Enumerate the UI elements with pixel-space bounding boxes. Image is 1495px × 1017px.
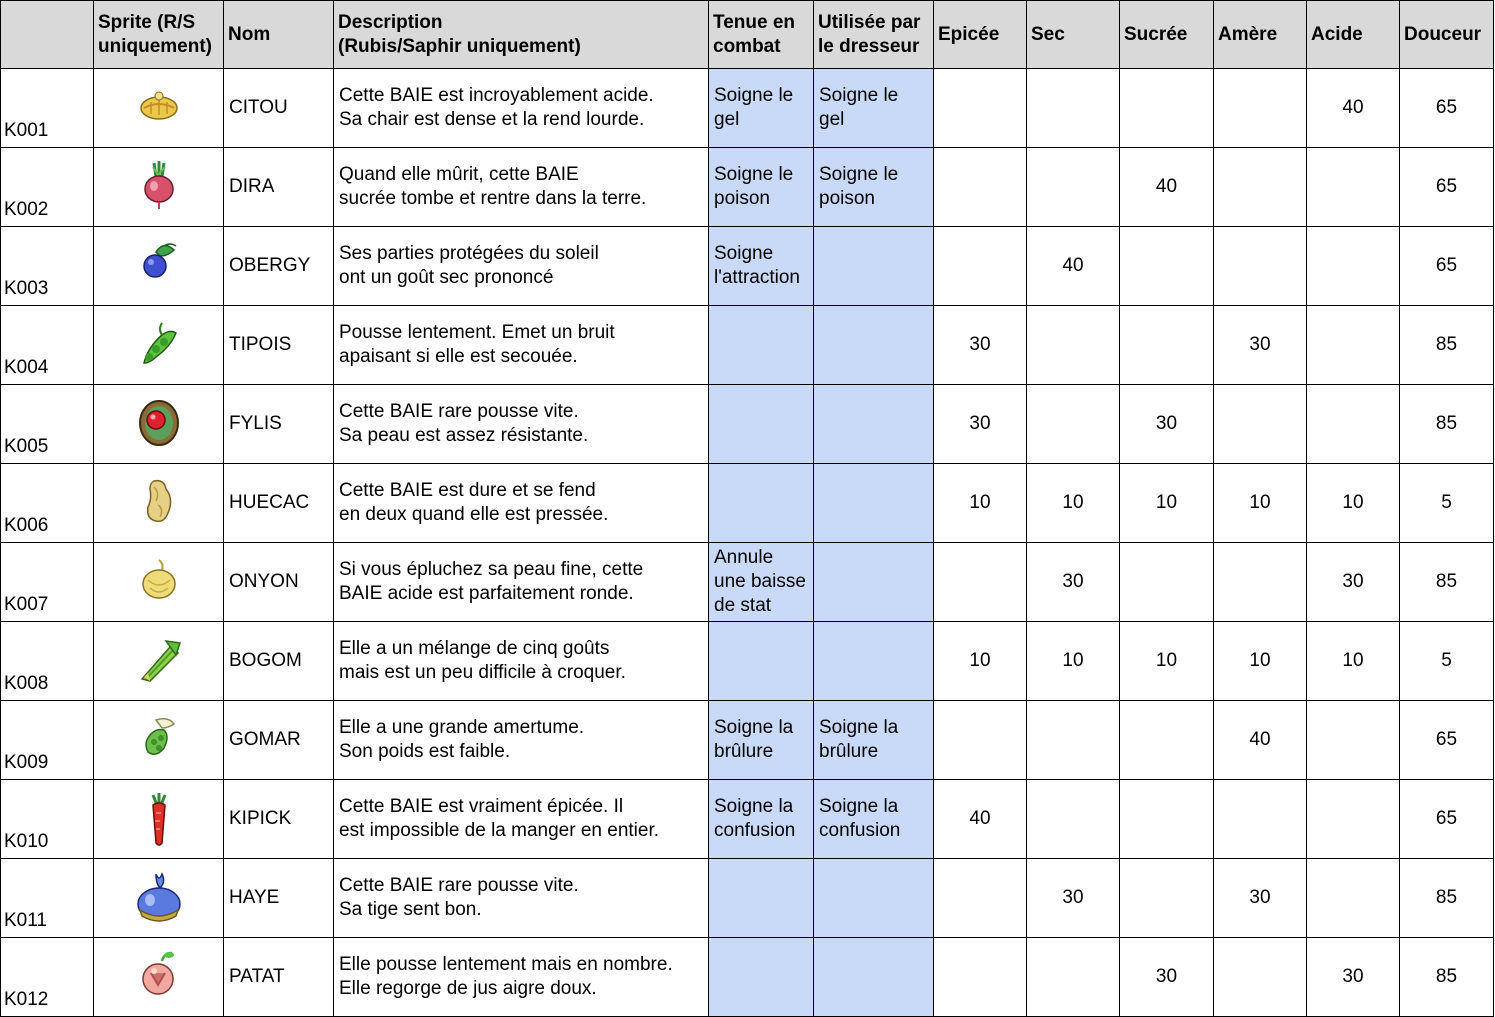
dry-value [1027,938,1120,1017]
header-name: Nom [224,1,334,69]
sweet-value [1120,780,1214,859]
bitter-value [1214,148,1307,227]
bitter-value [1214,69,1307,148]
header-trainer-line: Utilisée par [818,11,921,33]
berry-id: K011 [1,859,94,938]
smooth-value: 85 [1400,306,1494,385]
header-held-line: Tenue en [713,11,795,33]
spicy-value: 30 [934,385,1027,464]
berry-name: GOMAR [224,701,334,780]
sour-value [1307,148,1400,227]
bitter-value [1214,543,1307,622]
berry-name: HAYE [224,859,334,938]
berry-name: PATAT [224,938,334,1017]
smooth-value: 65 [1400,780,1494,859]
trainer-effect-line: brûlure [819,741,879,762]
berry-description-line: est impossible de la manger en entier. [339,820,660,841]
sweet-value [1120,543,1214,622]
berry-description-line: Si vous épluchez sa peau fine, cette [339,559,644,580]
berry-name: HUECAC [224,464,334,543]
held-effect [709,938,814,1017]
trainer-effect-line: Soigne le [819,164,899,185]
berry-description [334,622,709,701]
held-effect [709,306,814,385]
berry-description [334,859,709,938]
berry-description-line: Cette BAIE rare pousse vite. [339,401,579,422]
held-effect-line: poison [714,188,770,209]
sweet-value [1120,306,1214,385]
berry-description-line: Elle pousse lentement mais en nombre. [339,954,673,975]
berry-name: OBERGY [224,227,334,306]
trainer-effect [814,227,934,306]
dry-value [1027,385,1120,464]
spicy-value [934,859,1027,938]
berry-sprite [94,227,224,306]
berry-description-line: Pousse lentement. Emet un bruit [339,322,615,343]
table-row [1,69,1494,148]
held-effect [709,464,814,543]
header-description [334,1,709,69]
berry-description-line: ont un goût sec prononcé [339,267,554,288]
sweet-value: 30 [1120,385,1214,464]
berry-description-line: Cette BAIE est vraiment épicée. Il [339,796,624,817]
berry-sprite [94,938,224,1017]
berry-name: BOGOM [224,622,334,701]
header-row [1,1,1494,69]
smooth-value: 85 [1400,938,1494,1017]
dry-value [1027,148,1120,227]
held-effect [709,859,814,938]
spicy-value [934,543,1027,622]
header-bitter: Amère [1214,1,1307,69]
sour-value [1307,780,1400,859]
berry-sprite [94,701,224,780]
sour-value: 40 [1307,69,1400,148]
dry-value: 30 [1027,859,1120,938]
sour-value: 30 [1307,543,1400,622]
table-row [1,306,1494,385]
table-row [1,938,1494,1017]
trainer-effect [814,622,934,701]
trainer-effect-line: gel [819,109,845,130]
smooth-value: 85 [1400,859,1494,938]
berry-description [334,227,709,306]
sweet-value: 30 [1120,938,1214,1017]
held-effect-line: de stat [714,595,772,616]
smooth-value: 65 [1400,701,1494,780]
header-description-line: (Rubis/Saphir uniquement) [338,35,581,57]
trainer-effect-line: Soigne la [819,717,899,738]
held-effect-line: confusion [714,820,796,841]
trainer-effect-line: Soigne la [819,796,899,817]
onyon-berry-icon [134,554,184,610]
sour-value: 30 [1307,938,1400,1017]
sweet-value: 10 [1120,464,1214,543]
header-held [709,1,814,69]
berry-id: K004 [1,306,94,385]
header-trainer [814,1,934,69]
berry-description [334,543,709,622]
berry-description-line: Elle regorge de jus aigre doux. [339,978,597,999]
dry-value: 10 [1027,622,1120,701]
smooth-value: 5 [1400,464,1494,543]
bitter-value: 30 [1214,859,1307,938]
held-effect-line: gel [714,109,740,130]
citou-berry-icon [134,80,184,136]
table-row [1,385,1494,464]
tipois-berry-icon [134,317,184,373]
haye-berry-icon [134,870,184,926]
table-row [1,859,1494,938]
patat-berry-icon [134,949,184,1005]
bitter-value [1214,938,1307,1017]
table-row [1,543,1494,622]
header-dry: Sec [1027,1,1120,69]
berry-sprite [94,859,224,938]
kipick-berry-icon [134,791,184,847]
sweet-value [1120,227,1214,306]
header-sweet: Sucrée [1120,1,1214,69]
table-row [1,148,1494,227]
header-sour: Acide [1307,1,1400,69]
berry-description-line: Quand elle mûrit, cette BAIE [339,164,579,185]
bitter-value [1214,385,1307,464]
sour-value [1307,385,1400,464]
held-effect [709,69,814,148]
spicy-value [934,227,1027,306]
header-sprite-line: uniquement) [98,35,212,57]
berry-sprite [94,385,224,464]
berry-id: K012 [1,938,94,1017]
berry-id: K005 [1,385,94,464]
berry-description-line: apaisant si elle est secouée. [339,346,578,367]
sweet-value [1120,859,1214,938]
berry-description-line: en deux quand elle est pressée. [339,504,609,525]
held-effect [709,385,814,464]
trainer-effect [814,543,934,622]
trainer-effect [814,780,934,859]
dry-value [1027,69,1120,148]
spicy-value: 10 [934,464,1027,543]
held-effect-line: l'attraction [714,267,801,288]
berry-sprite [94,148,224,227]
bitter-value: 10 [1214,622,1307,701]
berry-description-line: sucrée tombe et rentre dans la terre. [339,188,647,209]
sweet-value [1120,69,1214,148]
berry-id: K009 [1,701,94,780]
sweet-value: 10 [1120,622,1214,701]
trainer-effect [814,69,934,148]
berry-description-line: Cette BAIE rare pousse vite. [339,875,579,896]
berry-sprite [94,622,224,701]
bitter-value [1214,780,1307,859]
berry-name: FYLIS [224,385,334,464]
held-effect-line: brûlure [714,741,774,762]
held-effect-line: Soigne le [714,85,794,106]
berry-description-line: Cette BAIE est dure et se fend [339,480,596,501]
berry-description-line: Ses parties protégées du soleil [339,243,599,264]
held-effect-line: Soigne la [714,717,794,738]
berry-name: DIRA [224,148,334,227]
berry-name: KIPICK [224,780,334,859]
trainer-effect-line: Soigne le [819,85,899,106]
held-effect [709,543,814,622]
header-sprite-line: Sprite (R/S [98,11,196,33]
trainer-effect [814,148,934,227]
berry-id: K007 [1,543,94,622]
smooth-value: 5 [1400,622,1494,701]
dry-value: 30 [1027,543,1120,622]
dira-berry-icon [134,159,184,215]
berry-description [334,148,709,227]
trainer-effect [814,938,934,1017]
berry-description [334,780,709,859]
dry-value: 40 [1027,227,1120,306]
header-smooth: Douceur [1400,1,1494,69]
berry-sprite [94,69,224,148]
held-effect-line: Soigne [714,243,774,264]
fylis-berry-icon [134,396,184,452]
sour-value [1307,701,1400,780]
table-row [1,622,1494,701]
berry-name: TIPOIS [224,306,334,385]
berry-description-line: Sa tige sent bon. [339,899,482,920]
table-row [1,464,1494,543]
huecac-berry-icon [134,475,184,531]
berry-id: K010 [1,780,94,859]
spicy-value: 40 [934,780,1027,859]
trainer-effect-line: confusion [819,820,901,841]
berry-id: K001 [1,69,94,148]
berry-description [334,69,709,148]
table-row [1,701,1494,780]
bitter-value: 10 [1214,464,1307,543]
header-sprite [94,1,224,69]
berry-sprite [94,543,224,622]
sweet-value [1120,701,1214,780]
gomar-berry-icon [134,712,184,768]
header-description-line: Description [338,11,443,33]
dry-value [1027,701,1120,780]
dry-value: 10 [1027,464,1120,543]
spicy-value [934,938,1027,1017]
berry-description-line: Elle a une grande amertume. [339,717,585,738]
table-row [1,227,1494,306]
held-effect [709,780,814,859]
table-row [1,780,1494,859]
held-effect-line: Annule [714,547,774,568]
smooth-value: 65 [1400,148,1494,227]
berry-sprite [94,306,224,385]
berry-sprite [94,464,224,543]
dry-value [1027,306,1120,385]
spicy-value [934,69,1027,148]
berry-description-line: Cette BAIE est incroyablement acide. [339,85,654,106]
header-trainer-line: le dresseur [818,35,920,57]
header-spicy: Epicée [934,1,1027,69]
trainer-effect [814,464,934,543]
trainer-effect [814,306,934,385]
header-id [1,1,94,69]
held-effect [709,227,814,306]
dry-value [1027,780,1120,859]
sour-value [1307,859,1400,938]
berry-description [334,701,709,780]
header-held-line: combat [713,35,781,57]
spicy-value: 30 [934,306,1027,385]
spicy-value: 10 [934,622,1027,701]
berry-sprite [94,780,224,859]
held-effect [709,622,814,701]
sour-value: 10 [1307,622,1400,701]
held-effect-line: une baisse [714,571,806,592]
berry-id: K008 [1,622,94,701]
berry-description [334,385,709,464]
obergy-berry-icon [134,238,184,294]
bitter-value: 40 [1214,701,1307,780]
sweet-value: 40 [1120,148,1214,227]
berry-description-line: BAIE acide est parfaitement ronde. [339,583,634,604]
berry-description-line: mais est un peu difficile à croquer. [339,662,626,683]
smooth-value: 85 [1400,385,1494,464]
sour-value [1307,227,1400,306]
held-effect-line: Soigne le [714,164,794,185]
held-effect [709,148,814,227]
berry-description-line: Sa peau est assez résistante. [339,425,589,446]
spicy-value [934,701,1027,780]
berry-id: K002 [1,148,94,227]
sour-value: 10 [1307,464,1400,543]
trainer-effect [814,859,934,938]
trainer-effect-line: poison [819,188,875,209]
trainer-effect [814,385,934,464]
berry-name: ONYON [224,543,334,622]
berry-id: K006 [1,464,94,543]
sour-value [1307,306,1400,385]
berry-name: CITOU [224,69,334,148]
berry-description-line: Elle a un mélange de cinq goûts [339,638,610,659]
trainer-effect [814,701,934,780]
smooth-value: 65 [1400,227,1494,306]
bitter-value: 30 [1214,306,1307,385]
bogom-berry-icon [134,633,184,689]
berry-description-line: Son poids est faible. [339,741,511,762]
held-effect-line: Soigne la [714,796,794,817]
smooth-value: 85 [1400,543,1494,622]
berry-description [334,464,709,543]
bitter-value [1214,227,1307,306]
held-effect [709,701,814,780]
berry-description-line: Sa chair est dense et la rend lourde. [339,109,645,130]
berry-description [334,938,709,1017]
berry-id: K003 [1,227,94,306]
smooth-value: 65 [1400,69,1494,148]
berry-description [334,306,709,385]
spicy-value [934,148,1027,227]
